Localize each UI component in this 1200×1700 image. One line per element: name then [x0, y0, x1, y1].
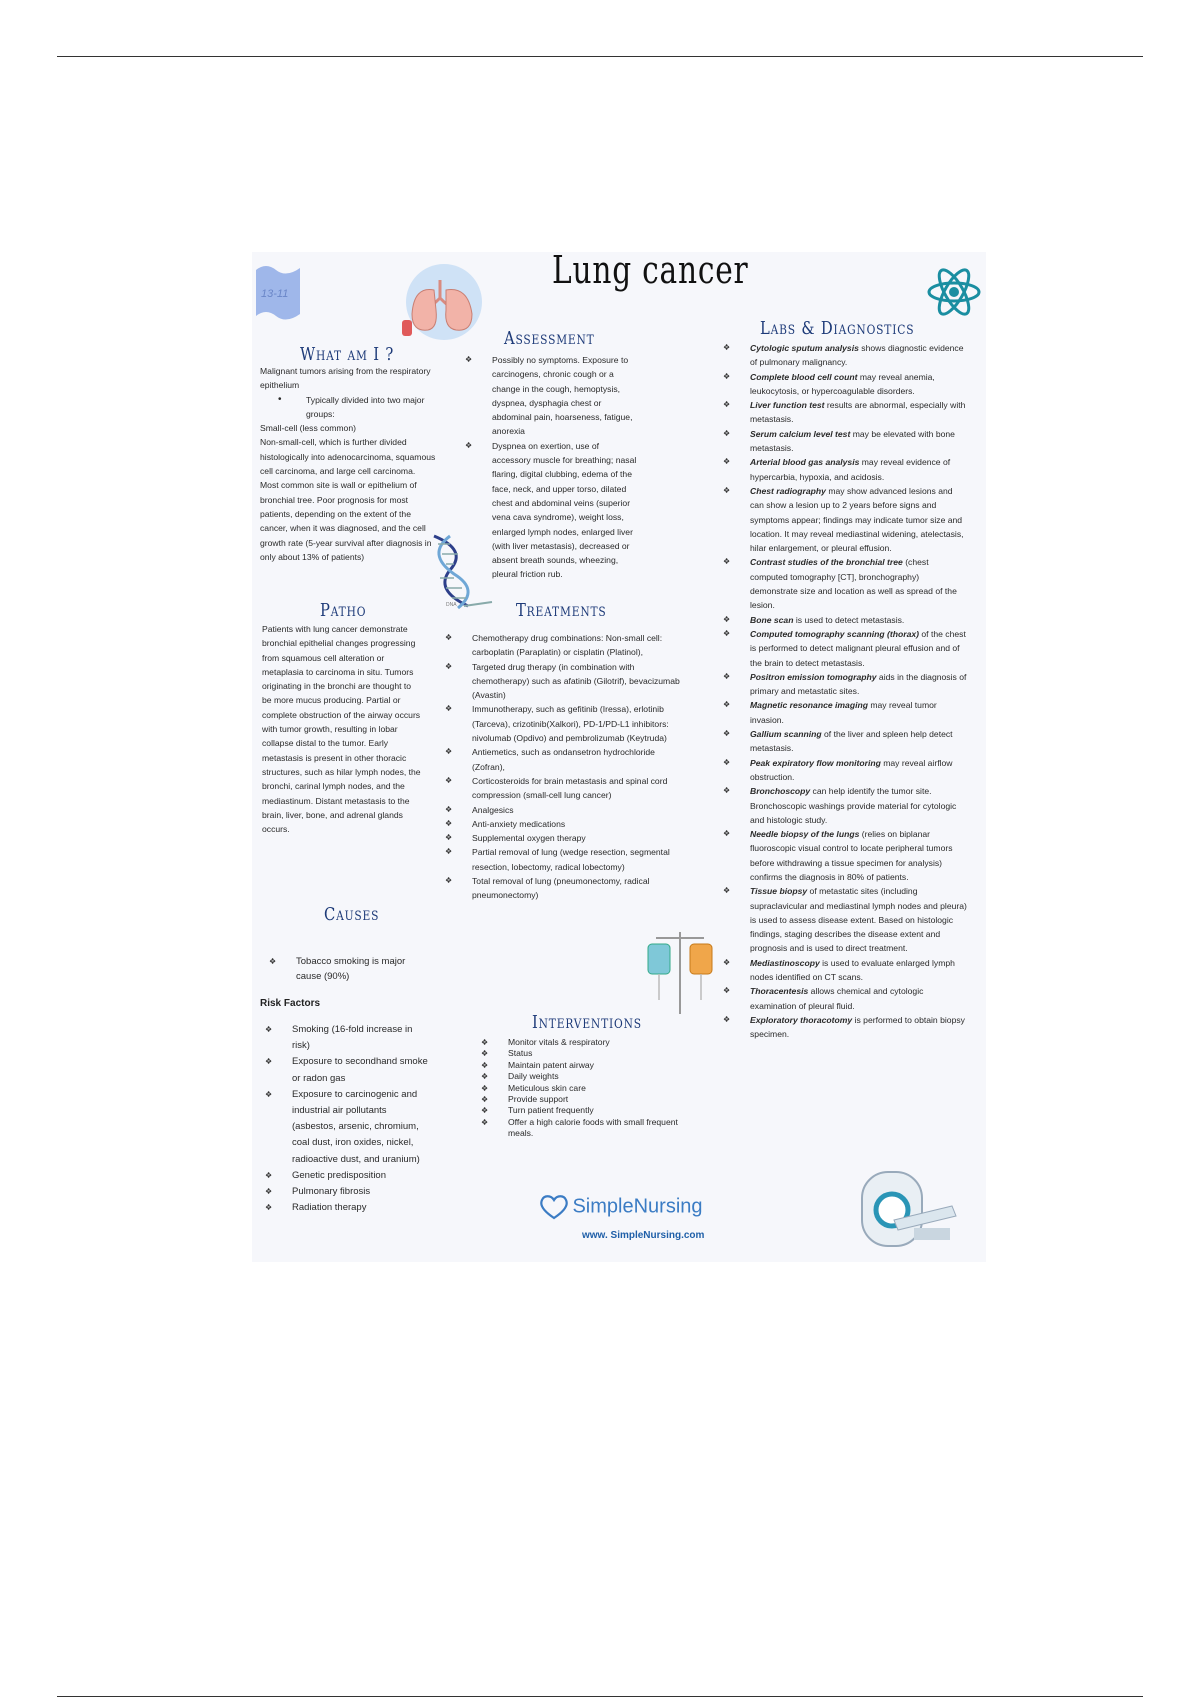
lab-term: Cytologic sputum analysis — [750, 343, 859, 353]
interventions-section — [478, 1037, 698, 1140]
atom-illustration — [926, 264, 982, 320]
lab-description: may reveal anemia, leukocytosis, or hypercoagulable disorders. — [750, 371, 935, 396]
lab-item — [720, 398, 968, 427]
lab-description: can help identify the tumor site. Bronchoscopic washings provide material for cytologic and histologic study. — [750, 786, 957, 825]
lab-item — [720, 370, 968, 399]
tag-label: 13-11 — [261, 288, 289, 300]
treatments-list — [442, 631, 682, 903]
lab-description: (chest computed tomography [CT], bronchography) demonstrate size and location as well as spread of the lesion. — [750, 557, 957, 611]
lab-item — [720, 613, 968, 627]
intervention-item: ❖ Offer a high calorie foods with small frequent meals. — [478, 1117, 698, 1140]
treatment-item: ❖ Corticosteroids for brain metastasis and spinal cord compression (small-cell lung cancer) — [442, 774, 682, 803]
treatment-item: ❖ Supplemental oxygen therapy — [442, 831, 682, 845]
lab-description: may reveal airflow obstruction. — [750, 757, 953, 782]
causes-section — [266, 954, 416, 984]
lab-term: Bronchoscopy — [750, 786, 811, 797]
risk-factor-item: ❖ Smoking (16-fold increase in risk) — [262, 1022, 430, 1054]
lab-description: may show advanced lesions and can show a lesion up to 2 years before signs and symptoms appear; findings may indicate tumor size and location. It may reveal mediastinal widening, atelectasis, hilar enlargement, or pleural effusion. — [750, 485, 964, 554]
interventions-heading: Interventions — [532, 1012, 642, 1033]
intervention-item: ❖ Meticulous skin care — [478, 1083, 698, 1094]
what-am-i-bullet: • Typically divided into two major groups: — [260, 393, 440, 422]
page-title: Lung cancer — [552, 252, 749, 292]
treatment-item: ❖ Total removal of lung (pneumonectomy, radical pneumonectomy) — [442, 874, 682, 903]
treatment-item: ❖ Analgesics — [442, 803, 682, 817]
mri-scanner-illustration — [854, 1166, 960, 1256]
lab-description: of the liver and spleen help detect metastasis. — [750, 729, 953, 754]
lab-term: Exploratory thoracotomy — [750, 1014, 853, 1025]
lab-item — [720, 698, 968, 727]
iv-drip-illustration — [642, 930, 720, 1014]
lab-description: is used to detect metastasis. — [793, 614, 905, 625]
lab-term: Liver function test — [750, 400, 825, 411]
treatment-item: ❖ Antiemetics, such as ondansetron hydrochloride (Zofran), — [442, 745, 682, 774]
labs-heading: Labs & Diagnostics — [760, 318, 915, 339]
patho-text: Patients with lung cancer demonstrate bronchial epithelial changes progressing from squamous cell alteration or metaplasia to carcinoma in situ. Tumors originating in the bronchi are thought to be more mucus producing. Partial or complete obstruction of the airway occurs with tumor growth, resulting in lobar collapse distal to the tumor. Early metastasis is present in other thoracic structures, such as hilar lymph nodes, the bronchi, carinal lymph nodes, and the mediastinum. Distant metastasis to the brain, liver, bone, and adrenal glands occurs. — [262, 624, 421, 835]
top-rule — [57, 56, 1143, 57]
risk-factors-section — [262, 1022, 430, 1216]
lab-item — [720, 1013, 968, 1042]
lab-description: (relies on biplanar fluoroscopic visual control to locate peripheral tumors before withdrawing a tissue specimen for analysis) confirms the diagnosis in 80% of patients. — [750, 829, 953, 882]
treatments-section — [442, 631, 682, 903]
lab-term: Chest radiography — [750, 485, 826, 496]
lab-description: may reveal tumor invasion. — [750, 700, 937, 725]
lab-item — [720, 956, 968, 985]
treatment-item: ❖ Targeted drug therapy (in combination with chemotherapy) such as afatinib (Gilotrif), bevacizumab (Avastin) — [442, 660, 682, 703]
what-am-i-line: Non-small-cell, which is further divided histologically into adenocarcinoma, squamous cell carcinoma, and large cell carcinoma. — [260, 437, 436, 477]
lab-item — [720, 455, 968, 484]
lab-item — [720, 827, 968, 884]
lab-description: shows diagnostic evidence of pulmonary malignancy. — [750, 343, 964, 368]
risk-factor-item: ❖ Exposure to carcinogenic and industrial air pollutants (asbestos, arsenic, chromium, coal dust, iron oxides, nickel, radioactive dust, and uranium) — [262, 1087, 430, 1168]
brand-name: SimpleNursing — [572, 1195, 703, 1218]
lab-description: is performed to obtain biopsy specimen. — [750, 1014, 965, 1040]
lab-term: Tissue biopsy — [750, 886, 808, 897]
lab-term: Contrast studies of the bronchial tree — [750, 557, 903, 568]
intervention-item: ❖ Daily weights — [478, 1071, 698, 1082]
lab-description: may be elevated with bone metastasis. — [750, 428, 955, 454]
intervention-item: ❖ Status — [478, 1048, 698, 1059]
lab-item — [720, 627, 968, 670]
what-am-i-intro: Malignant tumors arising from the respiratory epithelium — [260, 366, 431, 391]
lab-description: allows chemical and cytologic examination of pleural fluid. — [750, 986, 924, 1011]
lab-item — [720, 727, 968, 756]
risk-factor-item: ❖ Genetic predisposition — [262, 1168, 430, 1184]
lab-term: Peak expiratory flow monitoring — [750, 757, 881, 768]
what-am-i-line: Most common site is wall or epithelium of bronchial tree. Poor prognosis for most patients, depending on the extent of the cancer, when it was diagnosed, and the cell growth rate (5-year survival after diagnosis in only about 13% of patients) — [260, 480, 432, 562]
what-am-i-section — [260, 364, 440, 564]
risk-factor-item: ❖ Pulmonary fibrosis — [262, 1184, 430, 1200]
treatment-item: ❖ Anti-anxiety medications — [442, 817, 682, 831]
dna-caption: DNA — [446, 602, 457, 608]
heart-stethoscope-icon — [540, 1194, 568, 1220]
lab-description: may reveal evidence of hypercarbia, hypoxia, and acidosis. — [750, 457, 951, 482]
what-am-i-line: Small-cell (less common) — [260, 423, 356, 434]
assessment-heading: Assessment — [504, 328, 595, 349]
brand-url: www. SimpleNursing.com — [582, 1230, 705, 1241]
intervention-item: ❖ Monitor vitals & respiratory — [478, 1037, 698, 1048]
lab-term: Complete blood cell count — [750, 371, 858, 382]
labs-section — [720, 341, 968, 1042]
risk-factor-item: ❖ Exposure to secondhand smoke or radon gas — [262, 1054, 430, 1086]
lab-term: Magnetic resonance imaging — [750, 700, 868, 711]
lab-term: Arterial blood gas analysis — [750, 457, 860, 468]
lab-term: Mediastinoscopy — [750, 957, 820, 968]
lab-item — [720, 484, 968, 555]
bottom-rule — [57, 1696, 1143, 1697]
lab-description: results are abnormal, especially with metastasis. — [750, 400, 966, 425]
lab-item — [720, 984, 968, 1013]
lab-description: of the chest is performed to detect malignant pleural effusion and of the brain to detect metastasis. — [750, 628, 966, 668]
lab-term: Gallium scanning — [750, 729, 822, 740]
lab-term: Computed tomography scanning (thorax) — [750, 628, 920, 639]
treatment-item: ❖ Immunotherapy, such as gefitinib (Iressa), erlotinib (Tarceva), crizotinib(Xalkori), PD-1/PD-L1 inhibitors: nivolumab (Opdivo) and pembrolizumab (Keytruda) — [442, 702, 682, 745]
assessment-section — [462, 353, 640, 582]
lab-term: Positron emission tomography — [750, 671, 877, 682]
lab-description: aids in the diagnosis of primary and metastatic sites. — [750, 671, 967, 697]
lab-term: Needle biopsy of the lungs — [750, 829, 860, 840]
iv-drip-icon — [642, 930, 720, 1014]
risk-factors-list — [262, 1022, 430, 1216]
intervention-item: ❖ Turn patient frequently — [478, 1105, 698, 1116]
risk-factors-heading: Risk Factors — [260, 998, 321, 1009]
risk-factor-item: ❖ Radiation therapy — [262, 1200, 430, 1216]
treatments-heading: Treatments — [516, 600, 607, 621]
lab-item — [720, 756, 968, 785]
intervention-item: ❖ Maintain patent airway — [478, 1060, 698, 1071]
lab-term: Bone scan — [750, 614, 794, 625]
intervention-item: ❖ Provide support — [478, 1094, 698, 1105]
labs-list — [720, 341, 968, 1042]
lab-description: of metastatic sites (including supraclavicular and mediastinal lymph nodes and pleura) is used to assess disease extent. Based on histologic findings, staging describes the disease extent and prognosis and is used to direct treatment. — [750, 886, 967, 954]
causes-heading: Causes — [324, 904, 380, 925]
lab-description: is used to evaluate enlarged lymph nodes identified on CT scans. — [750, 957, 955, 983]
what-am-i-heading: What am I ? — [300, 344, 395, 365]
lab-item — [720, 427, 968, 456]
treatment-item: ❖ Partial removal of lung (wedge resection, segmental resection, lobectomy, radical lobectomy) — [442, 845, 682, 874]
lungs-illustration — [392, 264, 492, 344]
patho-heading: Patho — [320, 600, 367, 621]
causes-list — [266, 954, 416, 984]
brand-logo — [540, 1194, 703, 1220]
mri-scanner-icon — [854, 1166, 960, 1256]
cause-item: ❖ Tobacco smoking is major cause (90%) — [266, 954, 416, 984]
lab-term: Serum calcium level test — [750, 428, 851, 439]
lungs-icon — [392, 264, 492, 344]
lab-item — [720, 884, 968, 955]
interventions-list — [478, 1037, 698, 1140]
treatment-item: ❖ Chemotherapy drug combinations: Non-small cell: carboplatin (Paraplatin) or cisplatin (Platinol), — [442, 631, 682, 660]
lab-term: Thoracentesis — [750, 986, 809, 997]
assessment-item: ❖ Possibly no symptoms. Exposure to carcinogens, chronic cough or a change in the cough, hemoptysis, dyspnea, dysphagia chest or abdominal pain, hoarseness, fatigue, anorexia — [462, 353, 640, 439]
lab-item — [720, 341, 968, 370]
lab-item — [720, 555, 968, 612]
assessment-item: ❖ Dyspnea on exertion, use of accessory muscle for breathing; nasal flaring, digital clubbing, edema of the face, neck, and upper torso, dilated chest and abdominal veins (superior vena cava syndrome), weight loss, enlarged lymph nodes, enlarged liver (with liver metastasis), decreased or absent breath sounds, wheezing, pleural friction rub. — [462, 439, 640, 582]
infographic-sheet — [252, 252, 986, 1262]
lab-item — [720, 670, 968, 699]
atom-icon — [926, 264, 982, 320]
page-tag — [252, 262, 304, 322]
lab-item — [720, 784, 968, 827]
